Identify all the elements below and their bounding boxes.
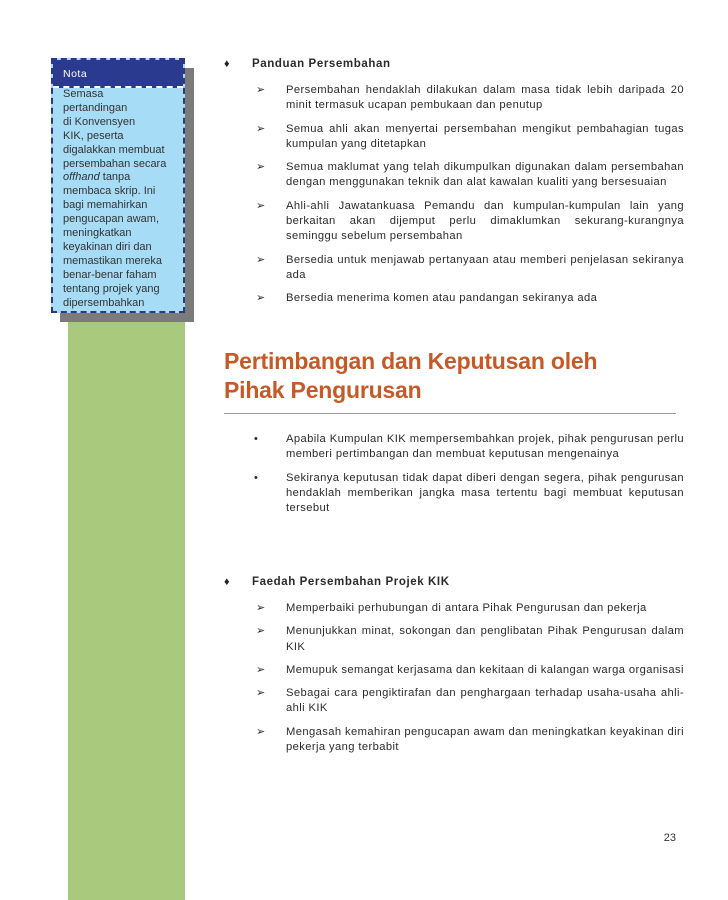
nota-line: Semasa <box>63 88 104 100</box>
section-header <box>224 58 684 78</box>
nota-line: memastikan mereka <box>63 254 163 267</box>
arrow-bullet-icon: ➢ <box>256 122 266 135</box>
nota-line: membaca skrip. Ini <box>63 185 156 198</box>
list-item-text: Mengasah kemahiran pengucapan awam dan meningkatkan keyakinan diri pekerja yang terbabit <box>286 725 684 754</box>
section-panduan-persembahan <box>224 58 684 315</box>
nota-body <box>63 88 185 311</box>
decision-list <box>224 432 684 516</box>
list-item <box>224 199 684 245</box>
list-item <box>224 663 684 678</box>
benefit-list <box>224 601 684 755</box>
heading-line: Pertimbangan dan Keputusan oleh <box>224 348 598 374</box>
list-item-text: Menunjukkan minat, sokongan dan penglibatan Pihak Pengurusan dalam KIK <box>286 625 684 653</box>
list-item-text: Semua maklumat yang telah dikumpulkan digunakan dalam persembahan dengan menggunakan teknik dan alat kawalan kualiti yang bersesuaian <box>286 161 684 189</box>
nota-line: benar-benar faham <box>63 268 157 281</box>
list-item <box>224 725 684 756</box>
list-item-text: Semua ahli akan menyertai persembahan mengikut pembahagian tugas kumpulan yang ditetapkan <box>286 122 684 150</box>
list-item-text: Memperbaiki perhubungan di antara Pihak Pengurusan dan pekerja <box>286 602 647 614</box>
list-item <box>224 432 684 463</box>
section-heading-pertimbangan <box>224 347 684 405</box>
list-item <box>224 83 684 114</box>
heading-line: Pihak Pengurusan <box>224 377 422 403</box>
nota-line <box>63 171 185 185</box>
nota-line: KIK, peserta <box>63 129 124 142</box>
arrow-bullet-icon: ➢ <box>256 84 266 96</box>
list-item-text: Apabila Kumpulan KIK mempersembahkan projek, pihak pengurusan perlu memberi pertimbangan dan membuat keputusan mengenainya <box>286 433 684 461</box>
section-pertimbangan <box>224 432 684 524</box>
list-item-text: Sebagai cara pengiktirafan dan penghargaan terhadap usaha-usaha ahli-ahli KIK <box>286 687 684 715</box>
nota-line-tail: tanpa <box>99 171 131 184</box>
section-title: Faedah Persembahan Projek KIK <box>252 576 450 588</box>
diamond-bullet-icon: ♦ <box>224 58 230 70</box>
guideline-list <box>224 83 684 307</box>
nota-italic-word: offhand <box>63 171 100 184</box>
arrow-bullet-icon: ➢ <box>256 199 266 212</box>
list-item <box>224 601 684 616</box>
list-item <box>224 160 684 191</box>
nota-line: tentang projek yang <box>63 282 160 295</box>
list-item <box>224 122 684 153</box>
nota-line: pengucapan awam, <box>63 213 160 226</box>
arrow-bullet-icon: ➢ <box>256 161 266 174</box>
list-item <box>224 686 684 717</box>
nota-line: digalakkan membuat <box>63 143 165 156</box>
arrow-bullet-icon: ➢ <box>256 625 266 638</box>
section-header <box>224 576 684 596</box>
nota-line: dipersembahkan <box>63 296 145 309</box>
diamond-bullet-icon: ♦ <box>224 576 230 588</box>
section-faedah-persembahan <box>224 576 684 763</box>
list-item <box>224 291 684 306</box>
list-item-text: Memupuk semangat kerjasama dan kekitaan di kalangan warga organisasi <box>286 663 684 676</box>
arrow-bullet-icon: ➢ <box>256 663 266 676</box>
list-item-text: Ahli-ahli Jawatankuasa Pemandu dan kumpulan-kumpulan lain yang berkaitan akan dijemput perlu dimaklumkan sekurang-kurangnya seminggu sebelum persembahan <box>286 199 684 243</box>
nota-header <box>53 60 183 88</box>
list-item-text: Sekiranya keputusan tidak dapat diberi dengan segera, pihak pengurusan hendaklah memberikan jangka masa tertentu bagi membuat keputusan tersebut <box>286 471 684 515</box>
arrow-bullet-icon: ➢ <box>256 687 266 700</box>
nota-line: pertandingan <box>63 101 128 114</box>
nota-line: persembahan secara <box>63 157 167 170</box>
dot-bullet-icon: • <box>254 471 259 484</box>
list-item <box>224 624 684 655</box>
list-item <box>224 253 684 284</box>
dot-bullet-icon: • <box>254 433 259 445</box>
list-item <box>224 471 684 517</box>
list-item-text: Bersedia untuk menjawab pertanyaan atau memberi penjelasan sekiranya ada <box>286 253 684 281</box>
page-number: 23 <box>663 832 676 844</box>
nota-line: bagi memahirkan <box>63 199 148 212</box>
section-title: Panduan Persembahan <box>252 58 391 70</box>
arrow-bullet-icon: ➢ <box>256 292 266 305</box>
heading-divider <box>224 413 676 414</box>
nota-box <box>51 58 185 313</box>
nota-line: di Konvensyen <box>63 115 136 128</box>
list-item-text: Persembahan hendaklah dilakukan dalam masa tidak lebih daripada 20 minit termasuk ucapan pembukaan dan penutup <box>286 84 684 112</box>
arrow-bullet-icon: ➢ <box>256 725 266 738</box>
nota-title: Nota <box>63 68 88 80</box>
arrow-bullet-icon: ➢ <box>256 253 266 266</box>
nota-line: meningkatkan <box>63 227 132 240</box>
list-item-text: Bersedia menerima komen atau pandangan sekiranya ada <box>286 292 598 305</box>
nota-line: keyakinan diri dan <box>63 240 152 253</box>
arrow-bullet-icon: ➢ <box>256 602 266 614</box>
